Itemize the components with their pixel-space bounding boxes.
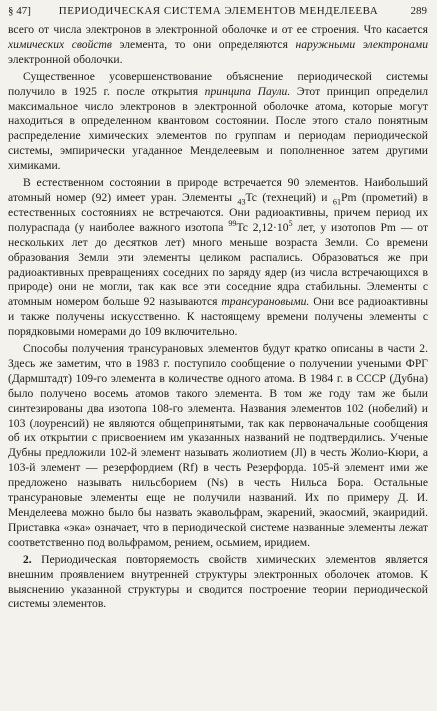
- atomic-number-subscript: 61: [332, 197, 341, 207]
- text-run: Способы получения трансурановых элементов будут кратко описаны в части 2. Здесь же заметим, что в 1983 г. поступило сообщение о получении учеными ФРГ (Дармштадт) 109-го элемента в количестве одного атома. В 1984 г. в СССР (Дубна) было получено восемь атомов такого элемента. В том же году там же были синтезированы два изотопа 108-го элемента. Названия элементов 102 (нобелий) и 103 (лоуренсий) не являются общепринятыми, так как первоначальные сообщения об их открытии с присвоением им указанных названий не подтвердились. Ученые Дубны предложили 102-й элемент называть жолиотием (Jl) в честь Жолио-Кюри, а 103-й элемент — резерфордием (Rf) в честь Резерфорда. 105-й элемент ими же предложено называть нильсборием (Ns) в честь Нильса Бора. Остальные трансурановые элементы еще не получили названий. Их по примеру Д. И. Менделеева можно было бы назвать экавольфрам, экарений, экаосмий, экаиридий. Приставка «эка» означает, что в периодической системе названные элементы лежат соответственно под вольфрамом, рением, осьмием, иридием.: [8, 342, 428, 549]
- running-header: [0, 0, 437, 22]
- emphasis-text: трансурановыми.: [221, 295, 310, 309]
- text-run: Существенное усовершенствование объяснение периодической системы получило в 1925 г. после открытия: [8, 69, 428, 98]
- text-run: Они все радиоактивны и также получены искусственно. К настоящему времени получены элементы с порядковыми номерами до 109 включительно.: [8, 295, 428, 339]
- section-marker: § 47]: [8, 5, 31, 17]
- paragraph-4: [8, 342, 428, 551]
- page-body: [8, 23, 428, 614]
- isotope-superscript: 99: [228, 218, 237, 228]
- item-number: 2.: [23, 552, 32, 566]
- atomic-number-subscript: 43: [237, 197, 246, 207]
- paragraph-5: [8, 553, 428, 613]
- text-run: Pm (прометий) в естественных состояниях не встречаются. Они радиоактивны, причем период их полураспада (у наиболее важного изотопа: [8, 190, 429, 234]
- text-run: всего от числа электронов в электронной оболочке и от ее строения. Что касается: [8, 23, 428, 36]
- paragraph-2: [8, 70, 428, 174]
- paragraph-3: [8, 176, 428, 340]
- emphasis-text: химических свойств: [8, 37, 112, 51]
- paragraph-1: [8, 23, 428, 68]
- text-run: лет, у изотопов Pm — от нескольких лет до десятков лет) много меньше возраста Земли. Со времени образования Земли эти элементы целиком распались. Образоваться же при радиоактивных превращениях соседних по заряду ядер (из числа встречающихся в природе) они не могли, так как все эти соседние ядра стабильны. Элементы с атомным номером больше 92 называются: [8, 220, 429, 309]
- text-run: электронной оболочки.: [8, 52, 123, 66]
- emphasis-text: принципа Паули.: [204, 84, 291, 98]
- text-run: Tc (технеций) и: [245, 190, 333, 204]
- text-run: Tc 2,12·10: [236, 220, 289, 234]
- text-run: Периодическая повторяемость свойств химических элементов является внешним проявлением внутренней структуры электронных оболочек атомов. К выяснению указанной структуры и сводится построение теории периодической системы элементов.: [8, 552, 428, 611]
- text-run: элемента, то они определяются: [111, 37, 296, 51]
- text-run: Этот принцип определил максимальное число электронов в электронной оболочке атома, которые могут находиться в определенном квантовом состоянии. После этого стало понятным распределение химических элементов по группам и периодам периодической системы, эмпирически угаданное Менделеевым и пополненное затем другими химиками.: [8, 84, 428, 173]
- emphasis-text: наружными электронами: [295, 37, 428, 51]
- exponent-superscript: 5: [288, 218, 293, 228]
- running-title: ПЕРИОДИЧЕСКАЯ СИСТЕМА ЭЛЕМЕНТОВ МЕНДЕЛЕЕВА: [58, 5, 379, 17]
- page-number: 289: [410, 5, 427, 17]
- text-run: В естественном состоянии в природе встречается 90 элементов. Наибольший атомный номер (92) имеет уран. Элементы: [8, 176, 428, 204]
